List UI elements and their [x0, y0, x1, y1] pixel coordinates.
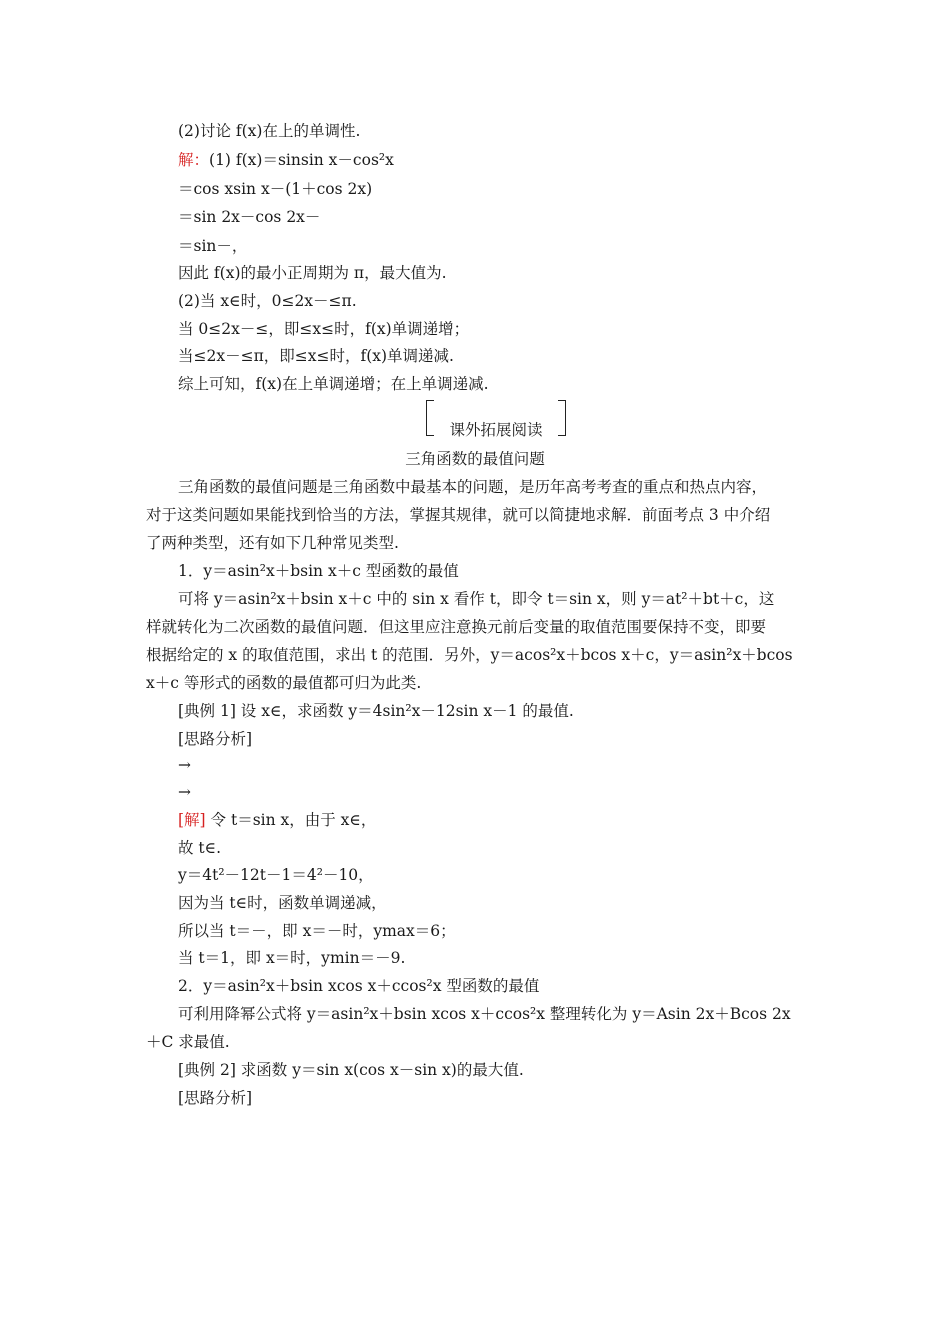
type1-body: 根据给定的 x 的取值范围，求出 t 的范围．另外，y＝acos²x＋bcos x＋c，y＝asin²x＋bcos — [146, 646, 793, 664]
type1-body: x＋c 等形式的函数的最值都可归为此类. — [146, 674, 422, 692]
solution-step: 因为当 t∈时，函数单调递减， — [178, 894, 387, 912]
type1-body: 可将 y＝asin²x＋bsin x＋c 中的 sin x 看作 t，即令 t＝sin x，则 y＝at²＋bt＋c，这 — [178, 590, 775, 608]
solution-step: 当 t＝1，即 x＝时，ymin＝－9. — [178, 949, 406, 967]
solution-label: 解： — [178, 151, 210, 169]
text-line: 当≤2x－≤π，即≤x≤时，f(x)单调递减. — [178, 347, 454, 365]
text-line: 令 t＝sin x，由于 x∈， — [205, 811, 377, 829]
example-2: [典例 2] 求函数 y＝sin x(cos x－sin x)的最大值. — [178, 1061, 524, 1079]
intro-line: 对于这类问题如果能找到恰当的方法，掌握其规律，就可以简捷地求解．前面考点 3 中介绍 — [146, 506, 771, 524]
arrow-icon: → — [178, 756, 191, 774]
section-box — [426, 400, 566, 439]
section-title: 三角函数的最值问题 — [405, 450, 545, 468]
type2-body: ＋C 求最值. — [146, 1033, 230, 1051]
analysis-label: [思路分析] — [178, 1089, 253, 1107]
text-line: (2)当 x∈时，0≤2x－≤π. — [178, 292, 357, 310]
intro-line: 三角函数的最值问题是三角函数中最基本的问题，是历年高考考查的重点和热点内容， — [178, 478, 768, 496]
text-line: 综上可知，f(x)在上单调递增；在上单调递减. — [178, 375, 489, 393]
example-1-solution — [178, 810, 376, 830]
type2-body: 可利用降幂公式将 y＝asin²x＋bsin xcos x＋ccos²x 整理转化为 y＝Asin 2x＋Bcos 2x — [178, 1005, 791, 1023]
text-line: ＝sin 2x－cos 2x－ — [178, 208, 321, 226]
solution-step: y＝4t²－12t－1＝4²－10， — [178, 866, 374, 884]
intro-line: 了两种类型，还有如下几种常见类型. — [146, 534, 399, 552]
text-line: ＝sin－， — [178, 237, 248, 255]
text-line: ＝cos xsin x－(1＋cos 2x) — [178, 180, 373, 198]
solution-line — [178, 150, 394, 170]
text-line: 当 0≤2x－≤，即≤x≤时，f(x)单调递增； — [178, 320, 470, 338]
solution-step: 故 t∈. — [178, 839, 222, 857]
type2-heading: 2．y＝asin²x＋bsin xcos x＋ccos²x 型函数的最值 — [178, 977, 540, 995]
type1-body: 样就转化为二次函数的最值问题．但这里应注意换元前后变量的取值范围要保持不变，即要 — [146, 618, 767, 636]
arrow-icon: → — [178, 783, 191, 801]
text-line: 因此 f(x)的最小正周期为 π，最大值为. — [178, 264, 447, 282]
example-1: [典例 1] 设 x∈，求函数 y＝4sin²x－12sin x－1 的最值. — [178, 702, 574, 720]
section-box-label: 课外拓展阅读 — [449, 421, 543, 439]
solution-label: [解] — [178, 811, 206, 829]
text-line: (2)讨论 f(x)在上的单调性. — [178, 122, 361, 140]
text-line: (1) f(x)＝sinsin x－cos²x — [209, 151, 394, 169]
solution-step: 所以当 t＝－，即 x＝－时，ymax＝6； — [178, 922, 456, 940]
analysis-label: [思路分析] — [178, 730, 253, 748]
type1-heading: 1．y＝asin²x＋bsin x＋c 型函数的最值 — [178, 562, 459, 580]
